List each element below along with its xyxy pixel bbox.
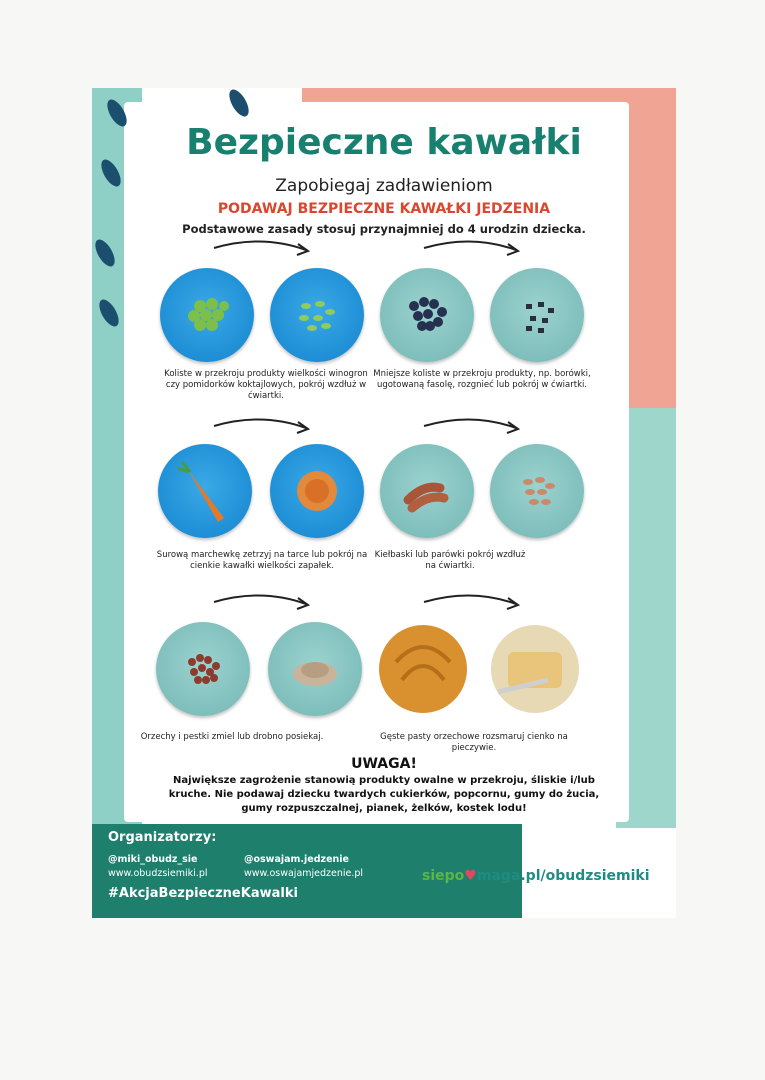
arrow-icon xyxy=(422,236,522,256)
arrow-icon xyxy=(422,414,522,434)
poster xyxy=(92,88,676,918)
caption-grapes: Koliste w przekroju produkty wielkości winogron czy pomidorków koktajlowych, pokrój wzdłuż w ćwiartki. xyxy=(164,369,368,401)
plate-blueberries-cut xyxy=(490,268,584,362)
plate-grapes-whole xyxy=(160,268,254,362)
plate-bread xyxy=(488,622,582,716)
org1-handle: @miki_obudz_sie xyxy=(108,854,198,865)
poster-rule: Podstawowe zasady stosuj przynajmniej do 4 urodzin dziecka. xyxy=(182,222,586,236)
sponsor-link[interactable] xyxy=(422,868,650,884)
heart-icon: ♥ xyxy=(464,868,477,884)
poster-title: Bezpieczne kawałki xyxy=(186,122,582,163)
hashtag: #AkcjaBezpieczneKawalki xyxy=(108,886,298,901)
bread-icon xyxy=(488,622,582,716)
plate-peanut-butter xyxy=(376,622,470,716)
arrow-icon xyxy=(212,236,312,256)
nuts-ground-icon xyxy=(268,622,362,716)
grapes-cut-icon xyxy=(270,268,364,362)
poster-subtitle: Zapobiegaj zadławieniom xyxy=(275,176,493,196)
warning-title: UWAGA! xyxy=(351,756,417,772)
plate-carrot-grated xyxy=(270,444,364,538)
caption-carrot: Surową marchewkę zetrzyj na tarce lub pokrój na cienkie kawałki wielkości zapałek. xyxy=(156,550,368,571)
plate-sausages xyxy=(380,444,474,538)
sponsor-part-2: maga.pl/obudzsiemiki xyxy=(476,868,650,884)
warning-text: Największe zagrożenie stanowią produkty owalne w przekroju, śliskie i/lub kruche. Nie podawaj dziecku twardych cukierków, popcornu, gumy do żucia, gumy rozpuszczalnej, pianek, żelków, kostek lodu! xyxy=(168,775,600,814)
sausage-cut-icon xyxy=(490,444,584,538)
plate-blueberries xyxy=(380,268,474,362)
org2-handle: @oswajam.jedzenie xyxy=(244,854,349,865)
arrow-icon xyxy=(212,590,312,610)
carrot-grated-icon xyxy=(270,444,364,538)
caption-blueberries: Mniejsze koliste w przekroju produkty, np. borówki, ugotowaną fasolę, rozgnieć lub pokrój w ćwiartki. xyxy=(373,369,591,390)
caption-peanut-butter: Gęste pasty orzechowe rozsmaruj cienko na pieczywie. xyxy=(380,732,568,753)
blueberries-icon xyxy=(380,268,474,362)
plate-sausages-cut xyxy=(490,444,584,538)
plate-nuts-ground xyxy=(268,622,362,716)
blueberries-cut-icon xyxy=(490,268,584,362)
sausage-icon xyxy=(380,444,474,538)
org2-site: www.oswajamjedzenie.pl xyxy=(244,868,364,879)
arrow-icon xyxy=(422,590,522,610)
peanut-butter-icon xyxy=(376,622,470,716)
plate-grapes-cut xyxy=(270,268,364,362)
organizers-heading: Organizatorzy: xyxy=(108,830,217,845)
plate-carrot xyxy=(158,444,252,538)
caption-sausages: Kiełbaski lub parówki pokrój wzdłuż na ćwiartki. xyxy=(374,550,526,571)
arrow-icon xyxy=(212,414,312,434)
plate-nuts xyxy=(156,622,250,716)
org1-site: www.obudzsiemiki.pl xyxy=(108,868,208,879)
grapes-icon xyxy=(160,268,254,362)
carrot-icon xyxy=(158,444,252,538)
poster-highlight: PODAWAJ BEZPIECZNE KAWAŁKI JEDZENIA xyxy=(217,201,551,217)
nuts-icon xyxy=(156,622,250,716)
sponsor-part-1: siepo xyxy=(422,868,465,884)
caption-nuts: Orzechy i pestki zmiel lub drobno posiekaj. xyxy=(140,732,324,742)
